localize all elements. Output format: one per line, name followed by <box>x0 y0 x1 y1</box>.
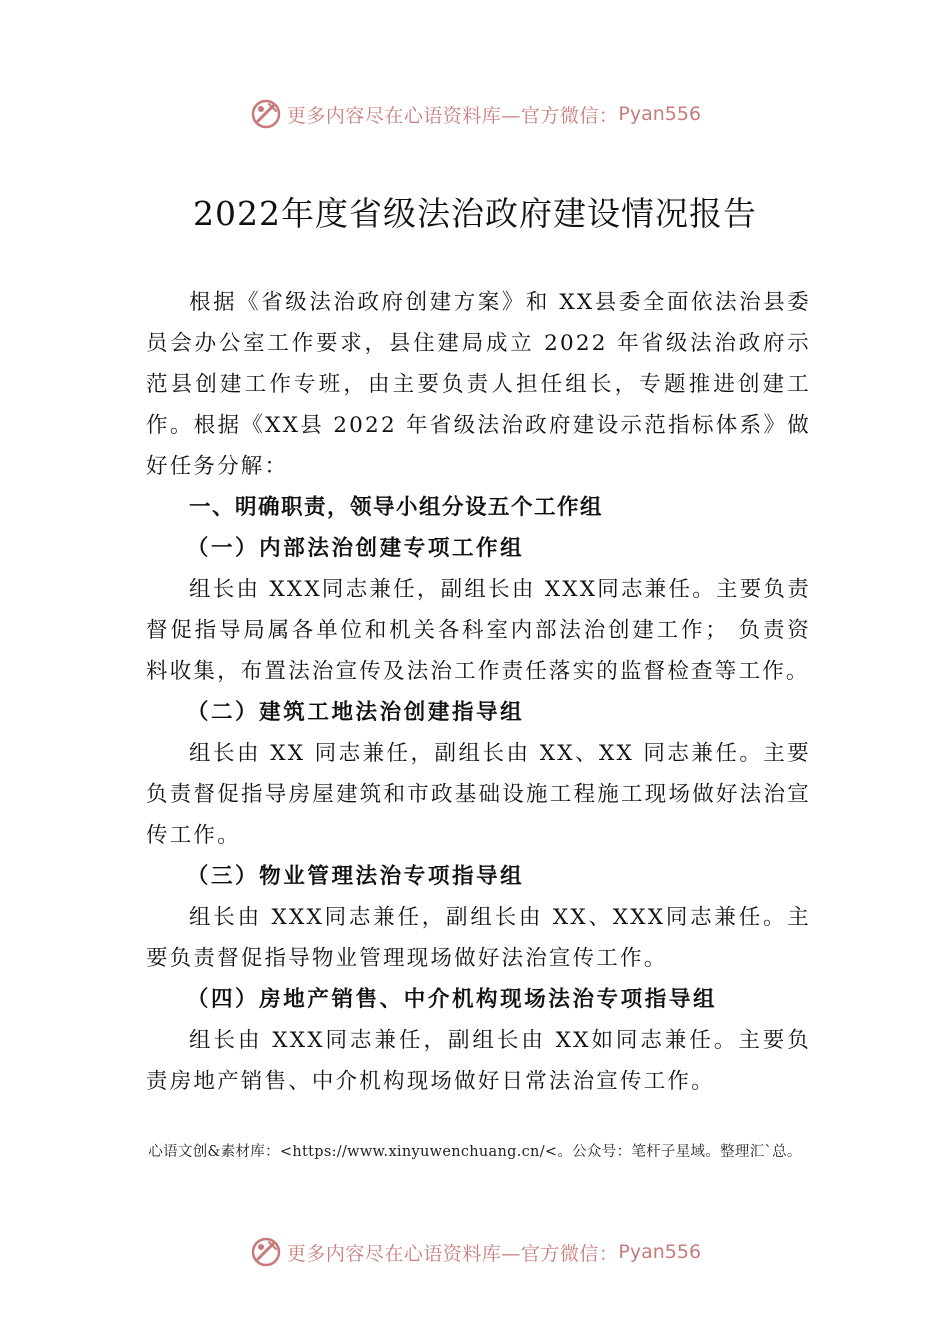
logo-icon <box>249 1235 283 1269</box>
header-banner <box>0 94 950 134</box>
group-paragraph: 组长由 XXX同志兼任，副组长由 XXX同志兼任。主要负责督促指导局属各单位和机关各科室内部法治创建工作； 负责资料收集，布置法治宣传及法治工作责任落实的监督检查等工作。 <box>146 577 811 684</box>
logo-icon <box>249 97 283 131</box>
group-heading: （三）物业管理法治专项指导组 <box>186 864 525 889</box>
group-heading: （一）内部法治创建专项工作组 <box>186 536 525 561</box>
banner-text: 更多内容尽在心语资料库—官方微信： <box>286 1242 619 1265</box>
group-heading: （四）房地产销售、中介机构现场法治专项指导组 <box>186 987 718 1012</box>
footer-banner <box>0 1232 950 1272</box>
section-heading: 一、明确职责，领导小组分设五个工作组 <box>189 495 604 520</box>
footer-note: 心语文创&素材库：<https://www.xinyuwenchuang.cn/<。公众号：笔杆子星域。整理汇`总。 <box>148 1144 802 1160</box>
group-paragraph: 组长由 XX 同志兼任，副组长由 XX、XX 同志兼任。主要负责督促指导房屋建筑和市政基础设施工程施工现场做好法治宣传工作。 <box>146 741 811 848</box>
banner-text: 更多内容尽在心语资料库—官方微信： <box>286 104 619 127</box>
intro-paragraph: 根据《省级法治政府创建方案》和 XX县委全面依法治县委员会办公室工作要求，县住建局成立 2022 年省级法治政府示范县创建工作专班，由主要负责人担任组长，专题推进创建工作。根据《XX县 2022 年省级法治政府建设示范指标体系》做好任务分解： <box>146 290 811 479</box>
document-body <box>146 282 811 1102</box>
group-paragraph: 组长由 XXX同志兼任，副组长由 XX、XXX同志兼任。主要负责督促指导物业管理现场做好法治宣传工作。 <box>146 905 811 971</box>
banner-wechat-id: Pyan556 <box>618 103 702 125</box>
banner-wechat-id: Pyan556 <box>618 1241 702 1263</box>
group-paragraph: 组长由 XXX同志兼任，副组长由 XX如同志兼任。主要负责房地产销售、中介机构现场做好日常法治宣传工作。 <box>146 1028 811 1094</box>
document-title: 2022年度省级法治政府建设情况报告 <box>193 194 757 233</box>
group-heading: （二）建筑工地法治创建指导组 <box>186 700 525 725</box>
